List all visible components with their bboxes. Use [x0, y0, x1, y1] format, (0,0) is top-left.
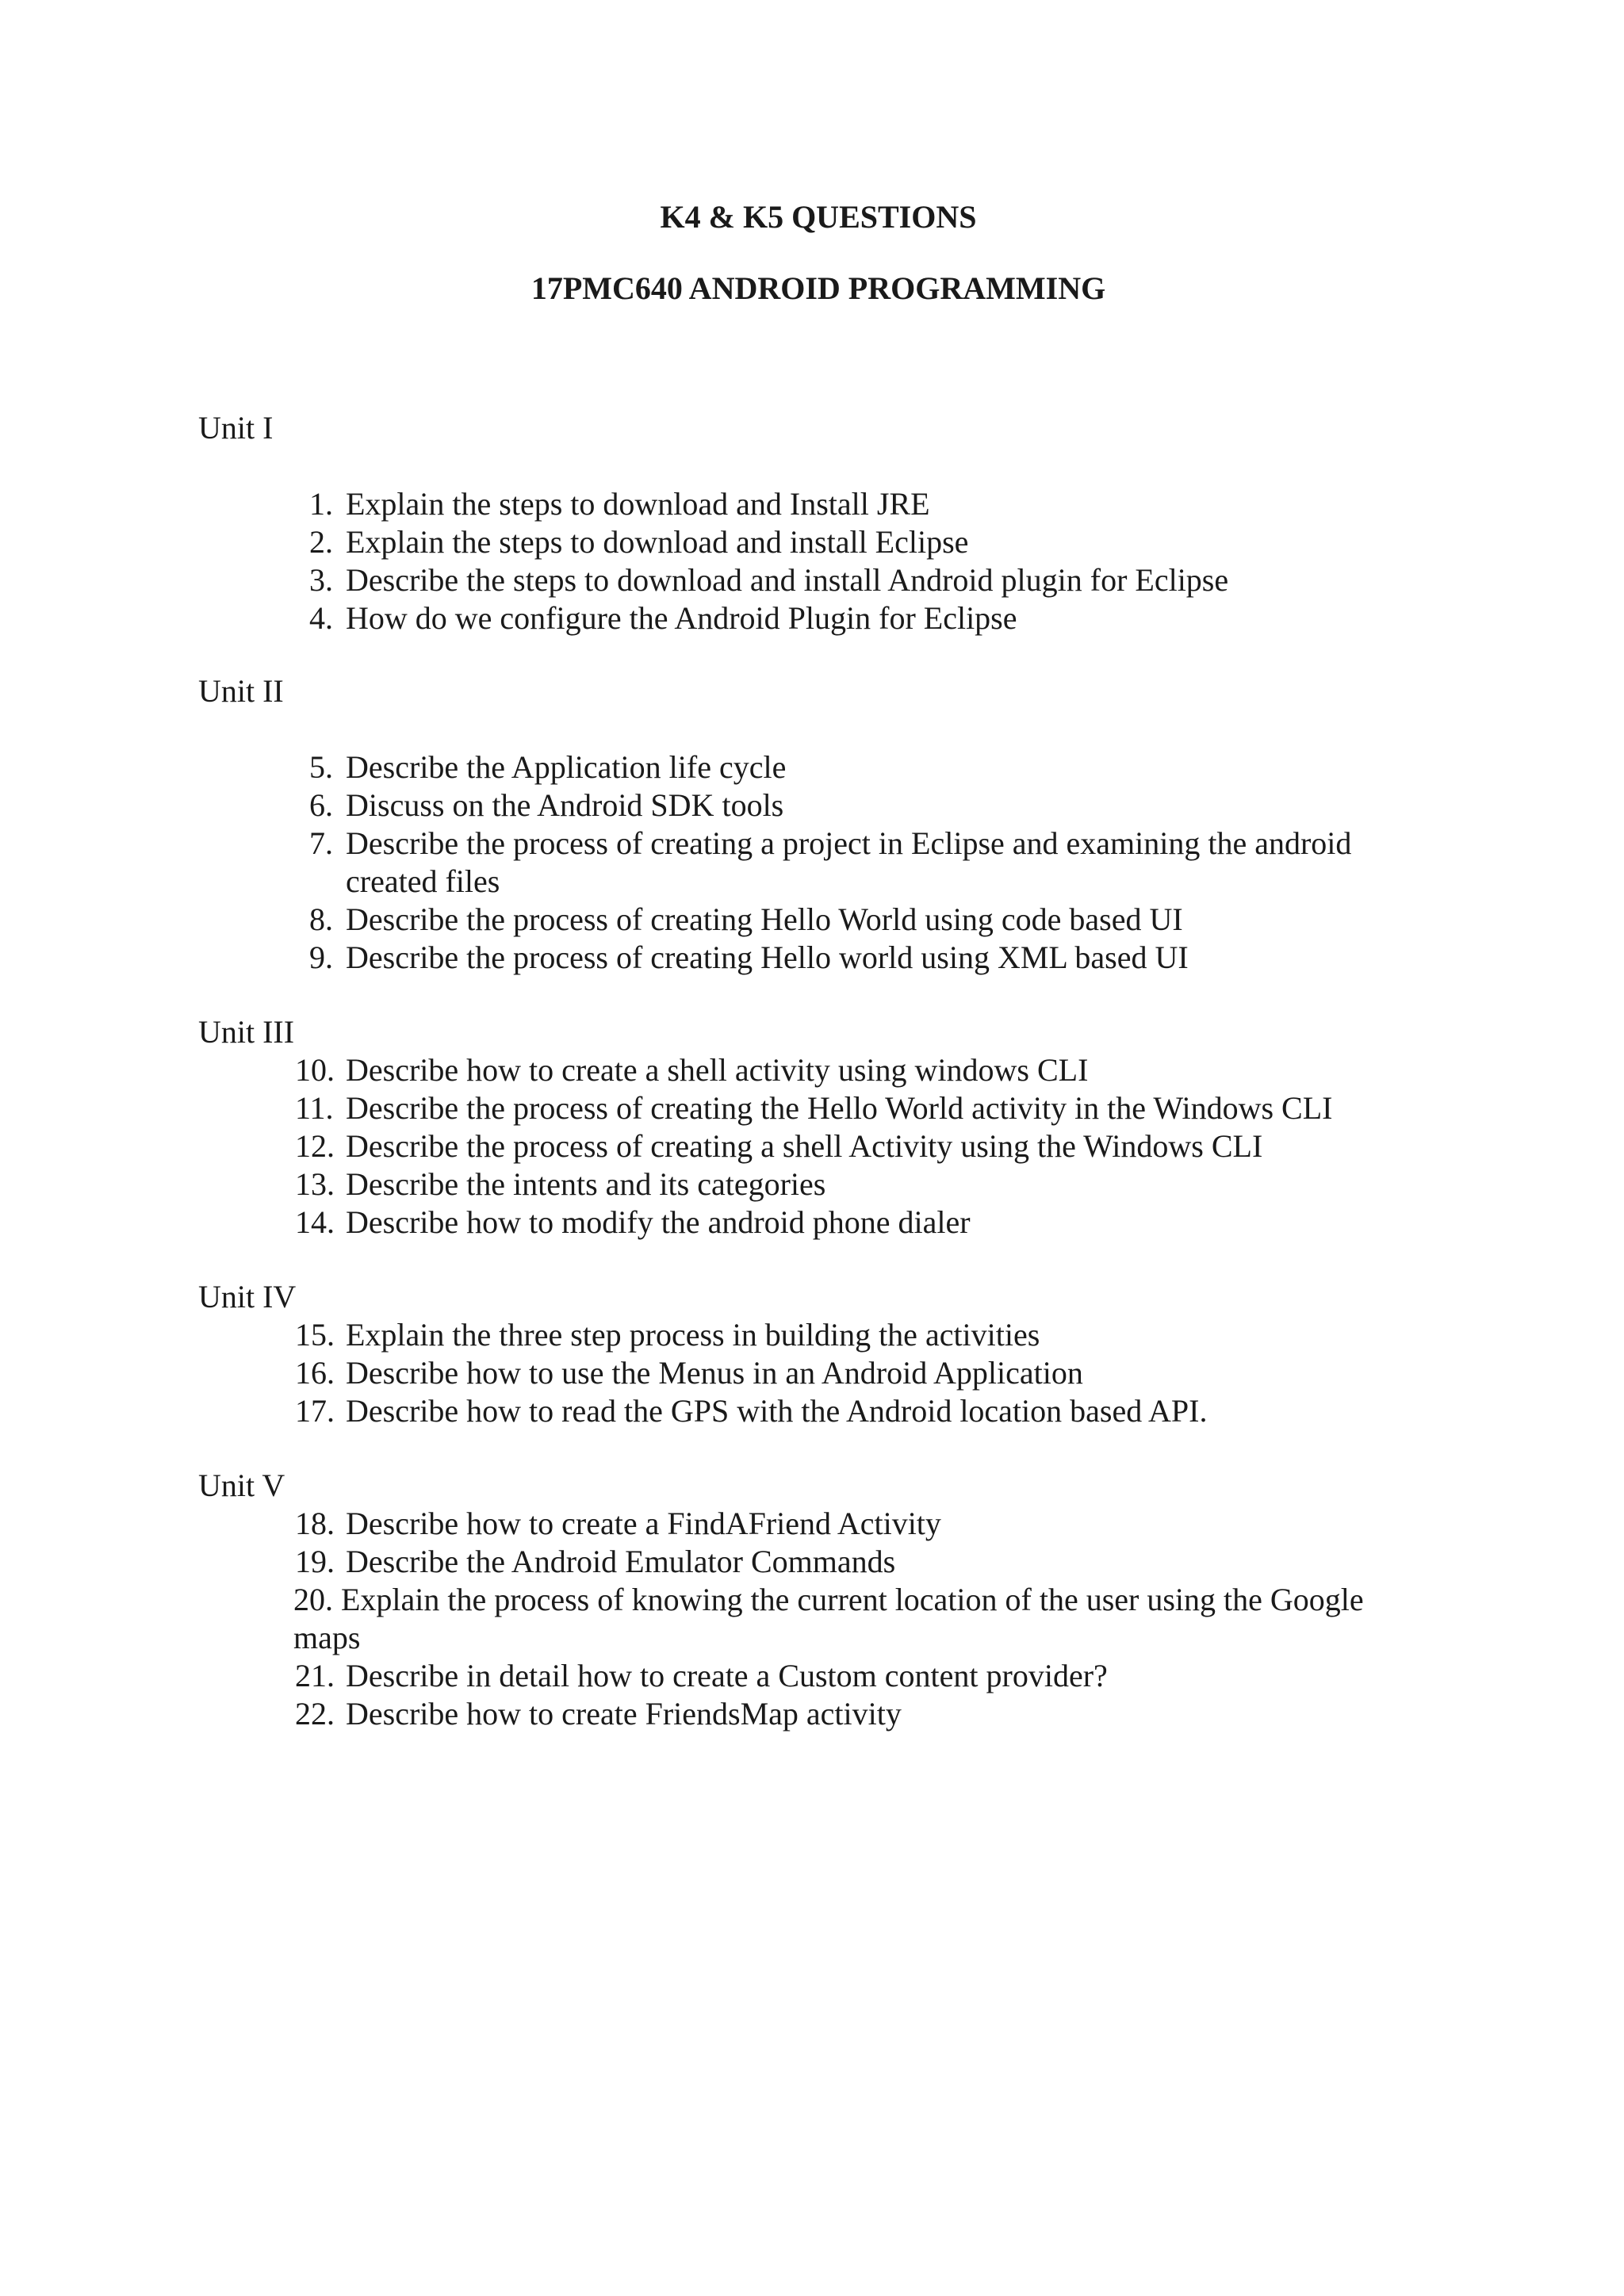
- question-number: 6.: [309, 787, 333, 823]
- question-number: 7.: [309, 825, 333, 861]
- question-list-unit-1: [293, 485, 1419, 637]
- question-number: 2.: [309, 524, 333, 560]
- question-number: 11.: [295, 1090, 334, 1126]
- question-number: 9.: [309, 939, 333, 975]
- question-item: [293, 1165, 1419, 1203]
- question-list-unit-3: [293, 1051, 1419, 1242]
- question-text: Describe the process of creating the Hello World activity in the Windows CLI: [346, 1090, 1333, 1126]
- question-number: 8.: [309, 901, 333, 937]
- unit-heading-1: Unit I: [198, 410, 274, 446]
- question-item: [293, 1051, 1419, 1089]
- question-item: [293, 1505, 1419, 1543]
- question-number: 20.: [293, 1582, 333, 1617]
- question-item: [293, 523, 1419, 561]
- question-item: [293, 561, 1419, 599]
- question-number: 21.: [295, 1658, 335, 1693]
- question-text: Describe how to use the Menus in an Android Application: [346, 1355, 1083, 1391]
- question-item: [293, 485, 1419, 523]
- question-text: Describe how to create a FindAFriend Activity: [346, 1506, 941, 1541]
- question-text: Describe how to modify the android phone dialer: [346, 1204, 971, 1240]
- question-number: 14.: [295, 1204, 335, 1240]
- question-item: [293, 825, 1419, 901]
- question-text: Describe the Application life cycle: [346, 749, 787, 785]
- question-item: [293, 1657, 1419, 1695]
- question-item: [293, 1392, 1419, 1430]
- question-number: 13.: [295, 1166, 335, 1202]
- question-number: 15.: [295, 1317, 335, 1353]
- document-title: K4 & K5 QUESTIONS: [660, 199, 977, 235]
- question-text: Describe the process of creating Hello world using XML based UI: [346, 939, 1189, 975]
- question-number: 22.: [295, 1696, 335, 1732]
- question-item: [293, 939, 1419, 977]
- question-text: Describe the intents and its categories: [346, 1166, 826, 1202]
- question-number: 19.: [295, 1544, 335, 1579]
- question-text: Explain the process of knowing the current location of the user using the Google maps: [293, 1582, 1364, 1655]
- question-item: [293, 1316, 1419, 1354]
- question-number: 10.: [295, 1052, 335, 1088]
- question-item: [293, 1543, 1419, 1581]
- question-text: Explain the steps to download and Install JRE: [346, 486, 930, 522]
- unit-heading-5: Unit V: [198, 1468, 285, 1503]
- question-text: Describe in detail how to create a Custom content provider?: [346, 1658, 1108, 1693]
- course-title: 17PMC640 ANDROID PROGRAMMING: [530, 270, 1106, 306]
- question-text: Explain the steps to download and install Eclipse: [346, 524, 969, 560]
- question-item: [293, 901, 1419, 939]
- question-item: [293, 748, 1419, 786]
- unit-heading-3: Unit III: [198, 1014, 295, 1050]
- question-item: [293, 1127, 1419, 1165]
- question-number: 3.: [309, 562, 333, 598]
- question-number: 12.: [295, 1128, 335, 1164]
- question-number: 4.: [309, 600, 333, 636]
- question-text: Describe how to create a shell activity using windows CLI: [346, 1052, 1089, 1088]
- question-text: Describe how to create FriendsMap activity: [346, 1696, 902, 1732]
- question-text: Describe the process of creating a shell Activity using the Windows CLI: [346, 1128, 1263, 1164]
- question-text: Describe the Android Emulator Commands: [346, 1544, 896, 1579]
- unit-heading-4: Unit IV: [198, 1279, 297, 1314]
- question-item: [293, 1203, 1419, 1242]
- question-text: Explain the three step process in building the activities: [346, 1317, 1040, 1353]
- question-text: Describe the process of creating Hello World using code based UI: [346, 901, 1183, 937]
- question-number: 16.: [295, 1355, 335, 1391]
- unit-heading-2: Unit II: [198, 673, 284, 709]
- question-list-unit-2: [293, 748, 1419, 977]
- question-number: 17.: [295, 1393, 335, 1429]
- question-text: How do we configure the Android Plugin for Eclipse: [346, 600, 1017, 636]
- question-item: [293, 599, 1419, 637]
- question-item: [293, 1581, 1419, 1657]
- question-text: Describe how to read the GPS with the Android location based API.: [346, 1393, 1208, 1429]
- question-item: [293, 1695, 1419, 1733]
- question-item: [293, 1354, 1419, 1392]
- question-text: Describe the steps to download and install Android plugin for Eclipse: [346, 562, 1229, 598]
- question-number: 1.: [309, 486, 333, 522]
- question-list-unit-5: [293, 1505, 1419, 1733]
- question-list-unit-4: [293, 1316, 1419, 1430]
- question-item: [293, 786, 1419, 825]
- question-text: Describe the process of creating a project in Eclipse and examining the android created files: [346, 825, 1352, 899]
- question-number: 18.: [295, 1506, 335, 1541]
- question-text: Discuss on the Android SDK tools: [346, 787, 784, 823]
- question-item: [293, 1089, 1419, 1127]
- question-number: 5.: [309, 749, 333, 785]
